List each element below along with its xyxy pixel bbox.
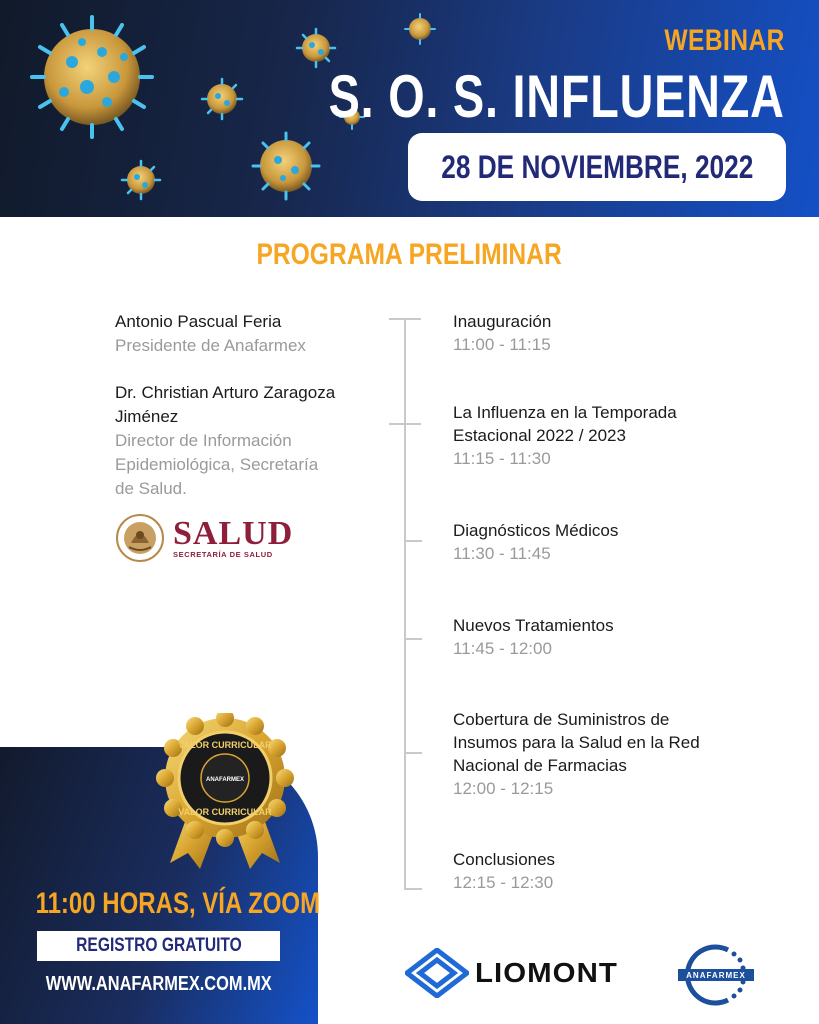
timeline-tick [404, 888, 422, 890]
agenda-item [453, 708, 715, 800]
salud-subtitle: SECRETARÍA DE SALUD [173, 549, 273, 559]
anafarmex-logo [676, 944, 756, 1006]
agenda-item [453, 848, 753, 894]
agenda-time: 12:00 - 12:15 [453, 779, 554, 798]
timeline-tick [404, 540, 422, 542]
speaker-name: Antonio Pascual Feria [115, 312, 282, 331]
event-date: 28 DE NOVIEMBRE, 2022 [440, 148, 754, 185]
virus-icon [202, 79, 242, 119]
speaker-1 [115, 310, 355, 358]
agenda-title: Inauguración [453, 312, 552, 331]
virus-icon [405, 14, 435, 44]
medal-text-top: VALOR CURRICULAR [178, 740, 272, 750]
section-title: PROGRAMA PRELIMINAR [256, 238, 563, 271]
agenda-time: 11:00 - 11:15 [453, 335, 551, 354]
agenda-title: La Influenza en la Temporada Estacional 2022 / 2023 [453, 403, 677, 445]
event-type-label: WEBINAR [664, 24, 785, 57]
liomont-wordmark: LIOMONT [475, 957, 618, 988]
speaker-role: Director de Información Epidemiológica, Secretaría de Salud. [115, 431, 319, 498]
agenda-item [453, 614, 753, 660]
agenda-item [453, 310, 753, 356]
speaker-2 [115, 381, 340, 501]
agenda-time: 11:15 - 11:30 [453, 449, 551, 468]
speaker-name: Dr. Christian Arturo Zaragoza Jiménez [115, 383, 336, 426]
agenda-title: Conclusiones [453, 850, 556, 869]
event-hours: 11:00 HORAS, VÍA ZOOM [35, 887, 321, 920]
agenda-item [453, 519, 753, 565]
agenda-time: 11:45 - 12:00 [453, 639, 552, 658]
virus-icon [32, 17, 152, 137]
timeline-tick [404, 752, 422, 754]
timeline-line [404, 318, 406, 890]
date-badge [408, 133, 786, 201]
timeline-tick [389, 318, 421, 320]
medal-text-bottom: VALOR CURRICULAR [178, 807, 272, 817]
virus-icon [253, 133, 319, 199]
timeline-tick [389, 423, 421, 425]
virus-icon [122, 161, 160, 199]
liomont-diamond-icon [405, 948, 469, 998]
agenda-title: Cobertura de Suministros de Insumos para la Salud en la Red Nacional de Farmacias [453, 710, 700, 775]
timeline-tick [404, 638, 422, 640]
registration-label: REGISTRO GRATUITO [75, 935, 242, 956]
salud-wordmark: SALUD [173, 514, 294, 552]
agenda-time: 11:30 - 11:45 [453, 544, 551, 563]
agenda-time: 12:15 - 12:30 [453, 873, 554, 892]
page-title: S. O. S. INFLUENZA [328, 63, 785, 130]
speaker-role: Presidente de Anafarmex [115, 336, 306, 355]
header-banner [0, 0, 819, 217]
medal-icon [150, 713, 300, 873]
registration-button[interactable] [37, 931, 280, 961]
agenda-title: Nuevos Tratamientos [453, 616, 614, 635]
mexico-seal-icon [115, 513, 165, 563]
agenda-title: Diagnósticos Médicos [453, 521, 619, 540]
anafarmex-wordmark: ANAFARMEX [686, 971, 746, 980]
liomont-logo [405, 948, 618, 998]
agenda-item [453, 401, 713, 470]
salud-logo [115, 512, 315, 564]
website-link[interactable]: WWW.ANAFARMEX.COM.MX [46, 973, 272, 995]
medal-center-label: ANAFARMEX [205, 777, 245, 783]
